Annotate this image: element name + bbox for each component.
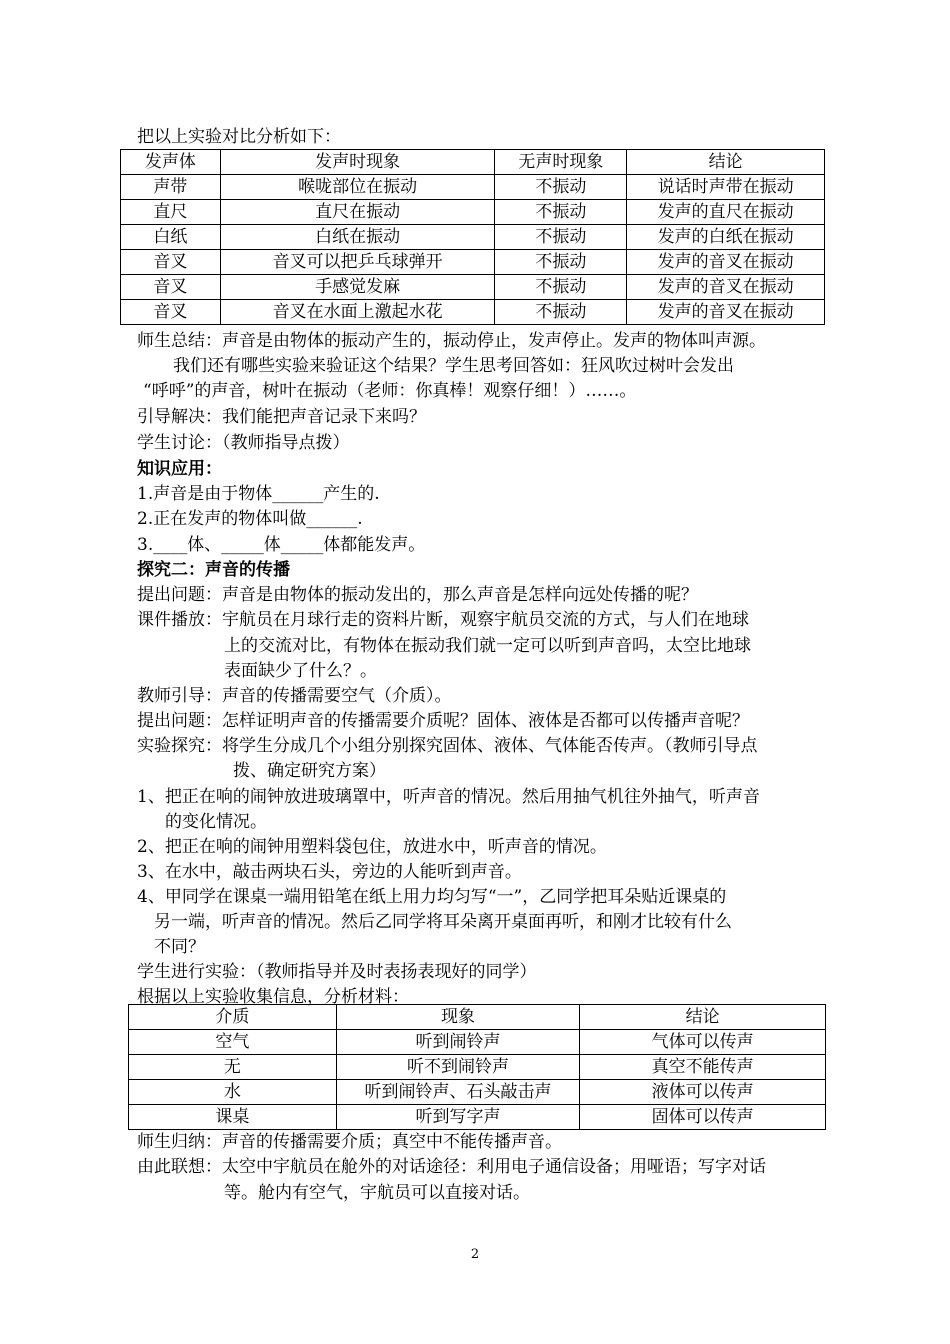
teacher-student-conclusion: 师生归纳：声音的传播需要介质；真空中不能传播声音。 <box>137 1132 562 1152</box>
table-cell: 听到写字声 <box>336 1105 580 1130</box>
table-header-cell: 介质 <box>129 1005 337 1030</box>
page-number: 2 <box>470 1247 480 1262</box>
table-cell: 不振动 <box>495 175 627 200</box>
table-row <box>129 1030 826 1055</box>
table-header-cell: 无声时现象 <box>495 150 627 175</box>
experiment-step: 1、把正在响的闹钟放进玻璃罩中，听声音的情况。然后用抽气机往外抽气，听声音 <box>137 787 760 807</box>
experiment-step: 3、在水中，敲击两块石头，旁边的人能听到声音。 <box>137 862 522 882</box>
experiment-step: 另一端，听声音的情况。然后乙同学将耳朵离开桌面再听，和刚才比较有什么 <box>154 912 732 932</box>
paragraph-line: “呼呼”的声音，树叶在振动（老师：你真棒！观察仔细！）……。 <box>143 381 637 401</box>
table-row <box>121 225 825 250</box>
paragraph-line: 学生讨论：（教师指导点拨） <box>137 433 350 453</box>
paragraph-line: 表面缺少了什么？。 <box>224 661 377 681</box>
table1-intro: 把以上实验对比分析如下： <box>137 127 341 147</box>
table-cell: 喉咙部位在振动 <box>220 175 495 200</box>
table-cell: 白纸在振动 <box>220 225 495 250</box>
table-cell: 空气 <box>129 1030 337 1055</box>
paragraph-line: 课件播放：宇航员在月球行走的资料片断，观察宇航员交流的方式，与人们在地球 <box>137 610 749 630</box>
table-header-cell: 发声体 <box>121 150 221 175</box>
paragraph-line: 拨、确定研究方案） <box>233 761 386 781</box>
paragraph-line: 等。舱内有空气，宇航员可以直接对话。 <box>224 1183 530 1203</box>
table-cell: 液体可以传声 <box>580 1080 826 1105</box>
table-cell: 听到闹铃声 <box>336 1030 580 1055</box>
section-heading: 探究二：声音的传播 <box>137 560 290 580</box>
table-cell: 发声的音叉在振动 <box>627 275 825 300</box>
table-row <box>121 300 825 325</box>
table-header-row <box>129 1005 826 1030</box>
table-cell: 听到闹铃声、石头敲击声 <box>336 1080 580 1105</box>
table-cell: 音叉 <box>121 300 221 325</box>
table-cell: 真空不能传声 <box>580 1055 826 1080</box>
table-row <box>121 250 825 275</box>
experiment-step: 4、甲同学在课桌一端用铅笔在纸上用力均匀写“一”，乙同学把耳朵贴近课桌的 <box>137 887 727 907</box>
experiment-step: 的变化情况。 <box>165 812 267 832</box>
table-cell: 发声的白纸在振动 <box>627 225 825 250</box>
table-row <box>121 275 825 300</box>
paragraph-line: 学生进行实验：（教师指导并及时表扬表现好的同学） <box>137 962 537 982</box>
table-cell: 发声的音叉在振动 <box>627 300 825 325</box>
experiment-step: 不同？ <box>154 937 205 957</box>
table-cell: 听不到闹铃声 <box>336 1055 580 1080</box>
vibration-comparison-table <box>120 149 825 325</box>
table-cell: 气体可以传声 <box>580 1030 826 1055</box>
table-cell: 水 <box>129 1080 337 1105</box>
table-header-cell: 现象 <box>336 1005 580 1030</box>
teacher-student-summary: 师生总结：声音是由物体的振动产生的，振动停止，发声停止。发声的物体叫声源。 <box>137 331 766 351</box>
table-cell: 音叉可以把乒乓球弹开 <box>220 250 495 275</box>
table-cell: 直尺 <box>121 200 221 225</box>
table-cell: 无 <box>129 1055 337 1080</box>
paragraph-line: 我们还有哪些实验来验证这个结果？学生思考回答如：狂风吹过树叶会发出 <box>173 356 734 376</box>
exercise-question: 2.正在发声的物体叫做______. <box>137 509 363 529</box>
exercise-question: 3.____体、_____体_____体都能发声。 <box>137 535 426 555</box>
table-cell: 固体可以传声 <box>580 1105 826 1130</box>
section-heading: 知识应用： <box>137 459 222 479</box>
table-cell: 不振动 <box>495 225 627 250</box>
table-cell: 手感觉发麻 <box>220 275 495 300</box>
table-cell: 音叉 <box>121 250 221 275</box>
table-cell: 不振动 <box>495 200 627 225</box>
table-cell: 课桌 <box>129 1105 337 1130</box>
table-cell: 音叉 <box>121 275 221 300</box>
table-row <box>129 1105 826 1130</box>
table-cell: 说话时声带在振动 <box>627 175 825 200</box>
table-cell: 不振动 <box>495 275 627 300</box>
paragraph-line: 上的交流对比，有物体在振动我们就一定可以听到声音吗，太空比地球 <box>224 636 751 656</box>
table-cell: 声带 <box>121 175 221 200</box>
paragraph-line: 实验探究：将学生分成几个小组分别探究固体、液体、气体能否传声。（教师引导点 <box>137 736 758 756</box>
table-cell: 白纸 <box>121 225 221 250</box>
table-header-cell: 发声时现象 <box>220 150 495 175</box>
table-header-cell: 结论 <box>627 150 825 175</box>
table-cell: 发声的直尺在振动 <box>627 200 825 225</box>
exercise-question: 1.声音是由于物体______产生的. <box>137 484 380 504</box>
table-row <box>129 1080 826 1105</box>
paragraph-line: 提出问题：怎样证明声音的传播需要介质呢？固体、液体是否都可以传播声音呢？ <box>137 711 749 731</box>
table-cell: 不振动 <box>495 300 627 325</box>
table-cell: 不振动 <box>495 250 627 275</box>
table-row <box>129 1055 826 1080</box>
paragraph-line: 引导解决：我们能把声音记录下来吗？ <box>137 407 426 427</box>
table2-intro: 根据以上实验收集信息，分析材料： <box>137 987 409 1007</box>
table-header-row <box>121 150 825 175</box>
table-cell: 直尺在振动 <box>220 200 495 225</box>
medium-conclusion-table <box>128 1004 826 1130</box>
experiment-step: 2、把正在响的闹钟用塑料袋包住，放进水中，听声音的情况。 <box>137 837 607 857</box>
paragraph-line: 教师引导：声音的传播需要空气（介质）。 <box>137 686 452 706</box>
paragraph-line: 由此联想：太空中宇航员在舱外的对话途径：利用电子通信设备；用哑语；写字对话 <box>137 1157 766 1177</box>
paragraph-line: 提出问题：声音是由物体的振动发出的，那么声音是怎样向远处传播的呢？ <box>137 585 698 605</box>
table-header-cell: 结论 <box>580 1005 826 1030</box>
table-cell: 音叉在水面上激起水花 <box>220 300 495 325</box>
table-cell: 发声的音叉在振动 <box>627 250 825 275</box>
table-row <box>121 175 825 200</box>
table-row <box>121 200 825 225</box>
